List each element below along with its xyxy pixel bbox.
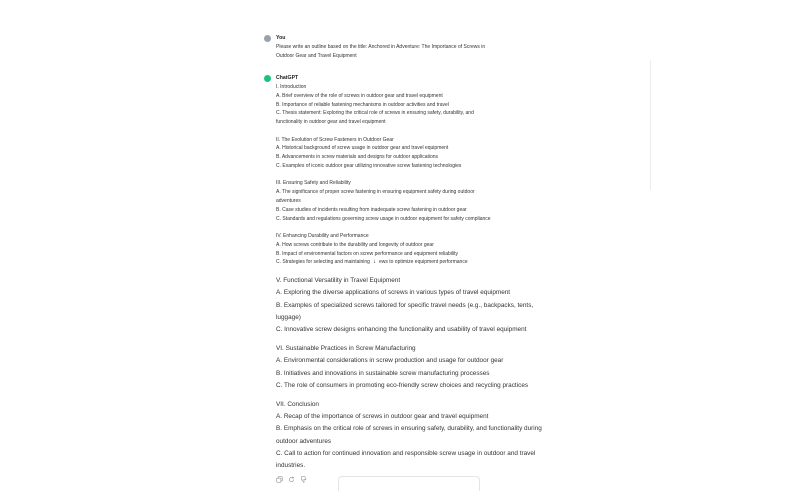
scrollbar-track[interactable]: [650, 60, 651, 190]
outline-section-6: [276, 343, 564, 392]
section-heading: III. Ensuring Safety and Reliability: [276, 180, 351, 187]
outline-item: C. Innovative screw designs enhancing the functionality and usability of travel equipment: [276, 326, 527, 334]
outline-item: A. Historical background of screw usage in outdoor gear and travel equipment: [276, 145, 449, 152]
outline-item: A. Brief overview of the role of screws in outdoor gear and travel equipment: [276, 92, 443, 99]
user-message: [264, 33, 564, 60]
copy-icon[interactable]: [276, 476, 283, 483]
outline-item: A. The significance of proper screw fastening in ensuring equipment safety during outdoor: [276, 189, 475, 196]
outline-item: B. Emphasis on the critical role of screws in ensuring safety, durability, and functionality during: [276, 425, 542, 433]
outline-item: industries.: [276, 462, 306, 470]
section-heading: IV. Enhancing Durability and Performance: [276, 232, 369, 239]
outline-section-7: [276, 399, 564, 473]
user-author-name: You: [276, 35, 286, 41]
section-heading: V. Functional Versatility in Travel Equipment: [276, 277, 401, 285]
outline-item: B. Advancements in screw materials and designs for outdoor applications: [276, 154, 439, 161]
regenerate-icon[interactable]: [288, 476, 295, 483]
assistant-message-header: [264, 73, 564, 83]
outline-item: functionality in outdoor gear and travel equipment: [276, 119, 386, 126]
section-heading: VII. Conclusion: [276, 400, 319, 408]
user-message-body: [276, 43, 564, 60]
section-heading: I. Introduction: [276, 84, 307, 90]
outline-item: A. Recap of the importance of screws in outdoor gear and travel equipment: [276, 413, 489, 421]
outline-item-part: C. Strategies for selecting and maintaining: [276, 259, 370, 266]
outline-item: C. Call to action for continued innovation and responsible screw usage in outdoor and travel: [276, 449, 536, 457]
user-message-line: Outdoor Gear and Travel Equipment: [276, 52, 357, 59]
outline-item: adventures: [276, 197, 301, 204]
outline-section-4: [276, 232, 564, 267]
thumbs-down-icon[interactable]: [300, 476, 307, 483]
outline-section-2: [276, 136, 564, 171]
outline-item: C. Thesis statement: Exploring the critical role of screws in ensuring safety, durability, and: [276, 110, 474, 117]
section-heading: II. The Evolution of Screw Fasteners in Outdoor Gear: [276, 136, 394, 143]
outline-item: outdoor adventures: [276, 437, 332, 445]
outline-item: B. Case studies of incidents resulting from inadequate screw fastening in outdoor gear: [276, 206, 467, 213]
outline-item: A. Exploring the diverse applications of screws in various types of travel equipment: [276, 289, 511, 297]
outline-item: C. The role of consumers in promoting eco-friendly screw choices and recycling practices: [276, 382, 529, 389]
assistant-message-body: [276, 83, 564, 483]
outline-item: luggage): [276, 314, 301, 322]
outline-section-5: [276, 275, 564, 336]
outline-section-1: [276, 83, 564, 127]
outline-item: B. Impact of environmental factors on screw performance and equipment reliability: [276, 250, 459, 257]
assistant-message: [264, 73, 564, 483]
outline-item: B. Importance of reliable fastening mechanisms in outdoor activities and travel: [276, 101, 449, 108]
outline-item: C. Standards and regulations governing screw usage in outdoor equipment for safety compliance: [276, 215, 491, 222]
assistant-author-name: ChatGPT: [276, 75, 299, 81]
outline-item: A. How screws contribute to the durability and longevity of outdoor gear: [276, 241, 434, 248]
outline-item-part: ews to optimize equipment performance: [378, 259, 468, 266]
outline-item: [276, 258, 564, 267]
scroll-down-arrow-icon[interactable]: ↓: [372, 259, 376, 266]
outline-item: C. Examples of iconic outdoor gear utilizing innovative screw fastening technologies: [276, 162, 462, 169]
chatgpt-logo-icon: [264, 75, 271, 82]
user-avatar: [264, 35, 271, 42]
section-heading: VI. Sustainable Practices in Screw Manufacturing: [276, 345, 416, 353]
outline-section-3: [276, 179, 564, 223]
user-message-header: [264, 33, 564, 43]
outline-item: A. Environmental considerations in screw production and usage for outdoor gear: [276, 357, 504, 365]
outline-item: B. Examples of specialized screws tailored for specific travel needs (e.g., backpacks, tents,: [276, 301, 534, 309]
outline-item: B. Initiatives and innovations in sustainable screw manufacturing processes: [276, 369, 490, 377]
user-message-line: Please write an outline based on the title: Anchored in Adventure: The Importance of Screws in: [276, 44, 486, 50]
message-input-box[interactable]: [338, 476, 480, 491]
